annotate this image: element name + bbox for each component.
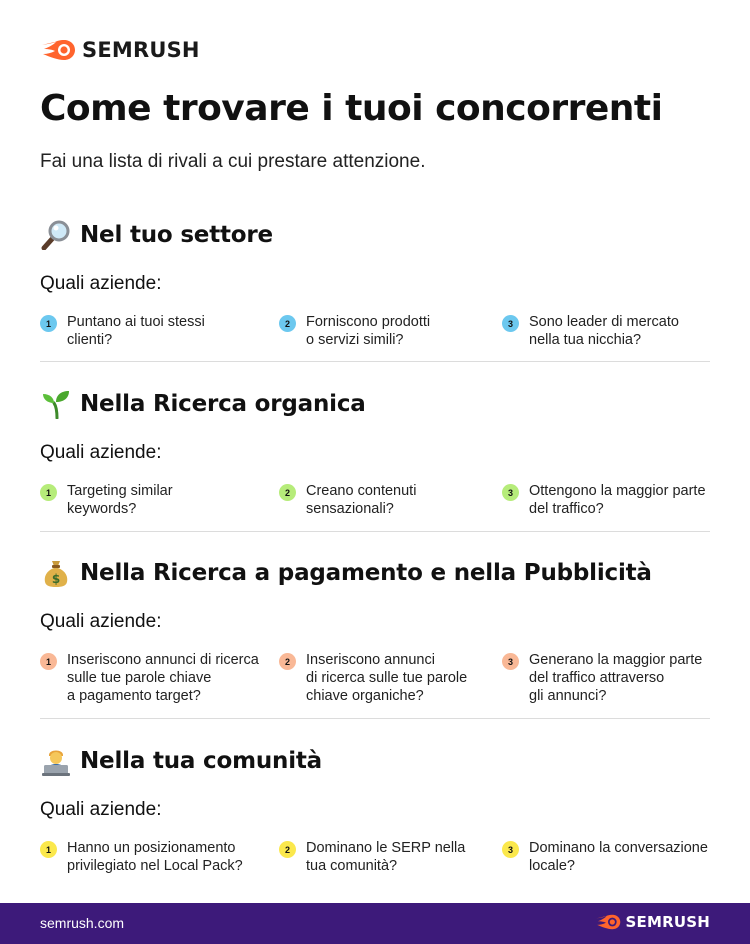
list-item	[40, 839, 243, 875]
seedling-icon	[40, 388, 72, 420]
semrush-logo	[40, 38, 200, 62]
section-industry	[40, 217, 710, 373]
list-item	[279, 482, 416, 518]
list-item-text: Forniscono prodotti o servizi simili?	[306, 314, 431, 348]
section-question: Quali aziende:	[40, 442, 162, 463]
number-badge: 1	[40, 653, 57, 670]
section-divider	[40, 531, 710, 532]
number-badge: 1	[40, 315, 57, 332]
list-item	[40, 313, 205, 349]
semrush-fire-icon	[40, 38, 76, 62]
list-item	[40, 482, 173, 518]
number-badge: 3	[502, 841, 519, 858]
number-badge: 3	[502, 484, 519, 501]
section-title: Nella Ricerca a pagamento e nella Pubblicità	[80, 560, 652, 586]
section-community	[40, 743, 710, 899]
section-paid-search	[40, 555, 710, 711]
number-badge: 2	[279, 315, 296, 332]
section-organic-search	[40, 386, 710, 542]
semrush-logo-text: SEMRUSH	[82, 38, 200, 62]
svg-text:$: $	[51, 572, 61, 586]
list-item	[279, 651, 467, 705]
list-item	[279, 313, 430, 349]
list-item	[279, 839, 465, 875]
list-item-text: Dominano la conversazione locale?	[529, 840, 708, 874]
page-title: Come trovare i tuoi concorrenti	[40, 88, 663, 129]
number-badge: 2	[279, 653, 296, 670]
semrush-fire-icon	[595, 913, 621, 931]
list-item-text: Creano contenuti sensazionali?	[306, 483, 417, 517]
list-item-text: Targeting similar keywords?	[67, 483, 173, 517]
magnifying-glass-icon	[40, 219, 72, 251]
list-item-text: Generano la maggior parte del traffico attraverso gli annunci?	[529, 652, 703, 704]
list-item-text: Ottengono la maggior parte del traffico?	[529, 483, 706, 517]
footer-semrush-logo	[595, 913, 710, 931]
list-item	[502, 313, 679, 349]
section-question: Quali aziende:	[40, 799, 162, 820]
list-item	[502, 482, 706, 518]
section-title: Nella Ricerca organica	[80, 391, 366, 417]
number-badge: 1	[40, 484, 57, 501]
list-item-text: Dominano le SERP nella tua comunità?	[306, 840, 466, 874]
list-item-text: Sono leader di mercato nella tua nicchia?	[529, 314, 679, 348]
semrush-logo-text: SEMRUSH	[625, 913, 710, 931]
page-subtitle: Fai una lista di rivali a cui prestare attenzione.	[40, 151, 426, 172]
technologist-icon	[40, 745, 72, 777]
section-divider	[40, 361, 710, 362]
list-item-text: Puntano ai tuoi stessi clienti?	[67, 314, 205, 348]
section-title: Nel tuo settore	[80, 222, 273, 248]
list-item	[502, 651, 702, 705]
section-divider	[40, 718, 710, 719]
list-item	[502, 839, 708, 875]
section-question: Quali aziende:	[40, 273, 162, 294]
list-item-text: Inseriscono annunci di ricerca sulle tue parole chiave a pagamento target?	[67, 652, 259, 704]
list-item-text: Inseriscono annunci di ricerca sulle tue parole chiave organiche?	[306, 652, 468, 704]
footer-url[interactable]: semrush.com	[40, 915, 125, 931]
section-question: Quali aziende:	[40, 611, 162, 632]
number-badge: 2	[279, 841, 296, 858]
money-bag-icon	[40, 557, 72, 589]
number-badge: 3	[502, 653, 519, 670]
number-badge: 1	[40, 841, 57, 858]
number-badge: 2	[279, 484, 296, 501]
section-title: Nella tua comunità	[80, 748, 322, 774]
list-item-text: Hanno un posizionamento privilegiato nel Local Pack?	[67, 840, 243, 874]
number-badge: 3	[502, 315, 519, 332]
list-item	[40, 651, 259, 705]
